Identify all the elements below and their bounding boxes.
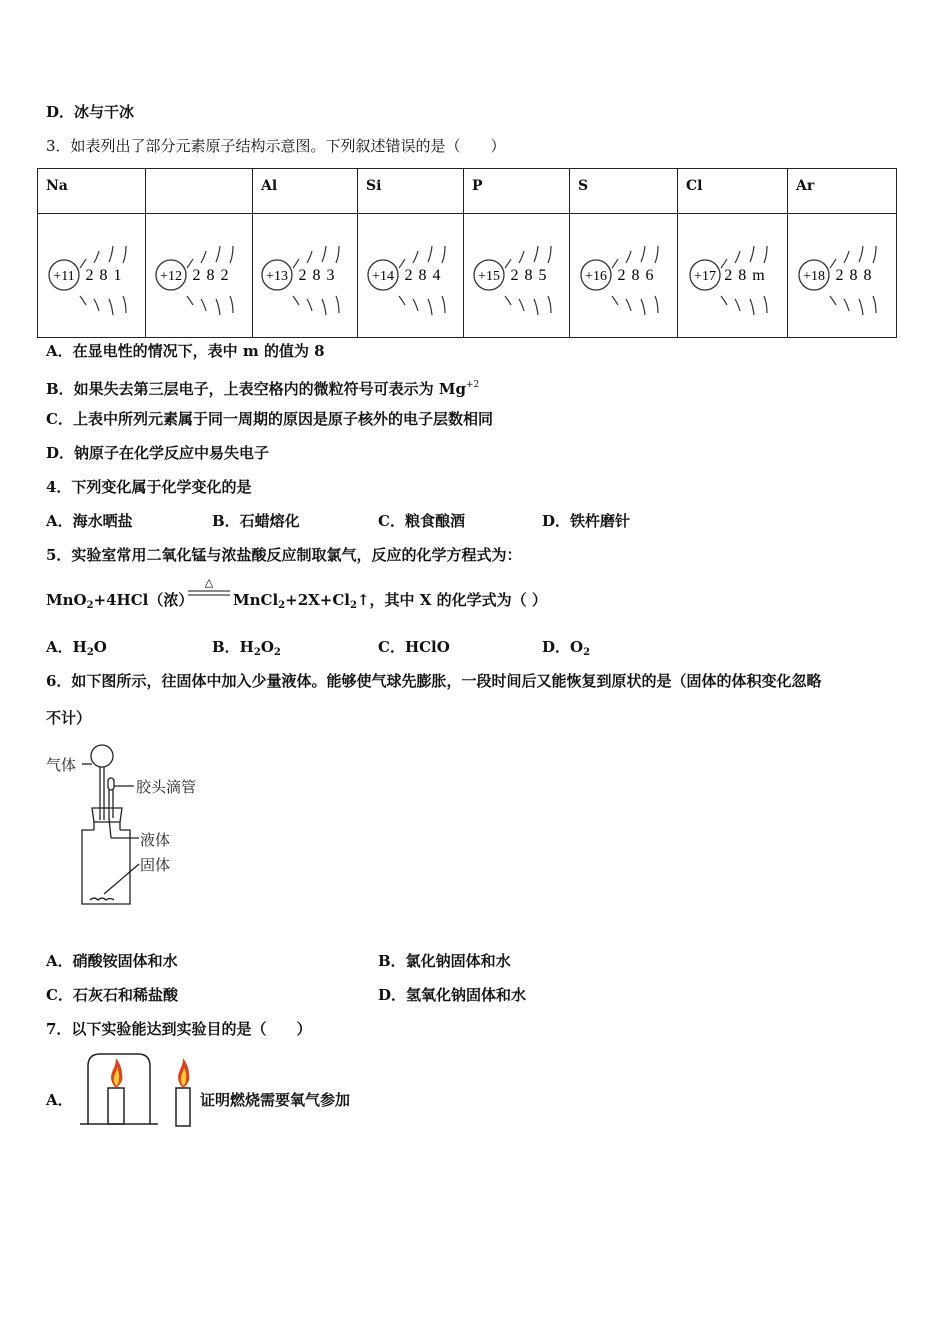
q5-option-d: D．$O_2$ — [542, 638, 591, 658]
q6-option-d: D．氢氧化钠固体和水 — [378, 986, 527, 1004]
svg-text:固体: 固体 — [140, 856, 171, 874]
q6-stem-line2: 不计） — [46, 709, 92, 727]
atom-diagram-cell — [358, 214, 464, 338]
q4-option-c: C．粮食酿酒 — [378, 512, 465, 530]
svg-text:+16: +16 — [584, 268, 607, 284]
balloon-apparatus-figure — [44, 742, 224, 912]
q4-option-d: D．铁杵磨针 — [542, 512, 631, 530]
atom-diagram-cell — [464, 214, 570, 338]
q6-option-b: B．氯化钠固体和水 — [378, 952, 511, 970]
svg-text:气体: 气体 — [46, 756, 77, 774]
q3-stem: 3．如表列出了部分元素原子结构示意图。下列叙述错误的是（ ） — [46, 137, 506, 155]
svg-text:+12: +12 — [160, 268, 182, 284]
header-na: Na — [38, 169, 146, 214]
svg-text:△: △ — [204, 576, 214, 589]
q5-option-a: A．$H_2O$ — [46, 638, 107, 658]
header-ar: Ar — [788, 169, 897, 214]
atom-diagram-cell — [38, 214, 146, 338]
atom-diagram-cell — [570, 214, 678, 338]
q3-option-c: C．上表中所列元素属于同一周期的原因是原子核外的电子层数相同 — [46, 410, 493, 428]
svg-text:+18: +18 — [803, 268, 825, 284]
header-blank — [146, 169, 253, 214]
atom-diagram-18 — [794, 229, 890, 319]
q5-option-b: B．$H_2O_2$ — [212, 638, 281, 658]
q5-option-c: C．HClO — [378, 638, 450, 656]
q5-equation-right: $MnCl_2+2X+Cl_2↑$，其中 X 的化学式为（ ） — [233, 591, 547, 611]
q7-option-a-text: 证明燃烧需要氧气参加 — [200, 1091, 351, 1109]
svg-text:2 8 1: 2 8 1 — [85, 266, 122, 284]
header-al: Al — [253, 169, 358, 214]
header-si: Si — [358, 169, 464, 214]
atom-diagram-16 — [576, 229, 672, 319]
q3-option-d: D．钠原子在化学反应中易失电子 — [46, 444, 270, 462]
atom-diagram-17 — [685, 229, 781, 319]
atom-structure-table — [37, 168, 897, 338]
atom-diagram-15 — [469, 229, 565, 319]
flame-icon — [178, 1058, 189, 1088]
svg-text:+14: +14 — [371, 268, 394, 284]
atom-diagram-11 — [44, 229, 140, 319]
svg-text:+13: +13 — [266, 268, 288, 284]
svg-text:2 8 m: 2 8 m — [723, 266, 766, 284]
header-s: S — [570, 169, 678, 214]
candle-experiment-figure — [80, 1052, 200, 1128]
q4-option-b: B．石蜡熔化 — [212, 512, 300, 530]
q4-option-a: A．海水晒盐 — [46, 512, 133, 530]
atom-diagram-12 — [151, 229, 247, 319]
svg-text:胶头滴管: 胶头滴管 — [136, 778, 197, 796]
q3-option-b: B．如果失去第三层电子，上表空格内的微粒符号可表示为 $Mg^{+2}$ — [46, 380, 480, 398]
reaction-arrow-heat — [187, 576, 231, 606]
atom-diagram-14 — [363, 229, 459, 319]
q3-option-a: A．在显电性的情况下，表中 m 的值为 8 — [46, 342, 325, 360]
svg-text:+11: +11 — [52, 268, 75, 284]
svg-text:2 8 4: 2 8 4 — [404, 266, 441, 284]
q7-option-a-label: A． — [46, 1091, 73, 1109]
svg-text:2 8 3: 2 8 3 — [298, 266, 336, 284]
q5-equation-left: MnO$_2$+4HCl（浓） — [46, 591, 194, 611]
atom-diagram-cell — [788, 214, 897, 338]
header-cl: Cl — [678, 169, 788, 214]
svg-text:2 8 2: 2 8 2 — [192, 266, 230, 284]
q7-stem: 7．以下实验能达到实验目的是（ ） — [46, 1020, 312, 1038]
atom-diagram-cell — [678, 214, 788, 338]
q5-stem: 5．实验室常用二氧化锰与浓盐酸反应制取氯气，反应的化学方程式为： — [46, 546, 522, 564]
svg-text:液体: 液体 — [140, 831, 171, 849]
svg-text:2 8 5: 2 8 5 — [510, 266, 547, 284]
flame-icon — [111, 1058, 122, 1088]
q2-option-d: D．冰与干冰 — [46, 103, 135, 121]
header-p: P — [464, 169, 570, 214]
svg-text:+15: +15 — [477, 268, 500, 284]
atom-diagram-cell — [146, 214, 253, 338]
svg-text:2 8 8: 2 8 8 — [835, 266, 873, 284]
atom-diagram-cell — [253, 214, 358, 338]
q6-option-c: C．石灰石和稀盐酸 — [46, 986, 178, 1004]
q6-stem-line1: 6．如下图所示，往固体中加入少量液体。能够使气球先膨胀，一段时间后又能恢复到原状的是（固体的体积变化忽略 — [46, 672, 822, 690]
atom-diagram-13 — [257, 229, 353, 319]
q4-stem: 4．下列变化属于化学变化的是 — [46, 478, 252, 496]
q6-option-a: A．硝酸铵固体和水 — [46, 952, 178, 970]
svg-text:+17: +17 — [693, 268, 716, 284]
svg-text:2 8 6: 2 8 6 — [617, 266, 654, 284]
